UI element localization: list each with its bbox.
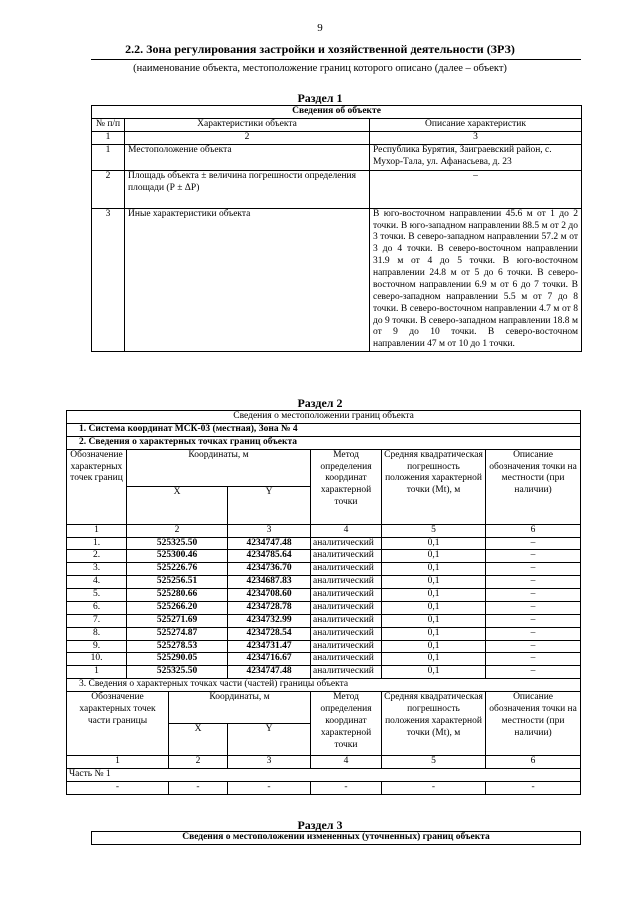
col-num: 2 (125, 131, 370, 144)
point-method: аналитический (311, 563, 382, 576)
col-header-coords: Координаты, м (127, 449, 311, 487)
parts-col-header-y: Y (228, 724, 311, 756)
point-y: 4234747.48 (228, 537, 311, 550)
col-num: 2 (169, 756, 228, 769)
points-body (67, 537, 581, 679)
part-cell: - (169, 781, 228, 794)
coord-system: 1. Система координат МСК-03 (местная), Зона № 4 (67, 423, 581, 436)
point-x: 525300.46 (127, 550, 228, 563)
point-mt: 0,1 (382, 640, 486, 653)
parts-col-header-x: X (169, 724, 228, 756)
point-method: аналитический (311, 589, 382, 602)
point-desc: – (486, 627, 581, 640)
point-y: 4234785.64 (228, 550, 311, 563)
boundary-points-table (66, 410, 581, 795)
object-info-table (91, 105, 582, 352)
col-num: 5 (382, 524, 486, 537)
table-row (92, 144, 582, 170)
point-id: 7. (67, 614, 127, 627)
row-desc: Республика Бурятия, Заиграевский район, с. Мухор-Тала, ул. Афанасьева, д. 23 (370, 144, 582, 170)
point-x: 525325.50 (127, 666, 228, 679)
point-y: 4234731.47 (228, 640, 311, 653)
part-cell: - (311, 781, 382, 794)
col-header-error: Средняя квадратическая погрешность положения характерной точки (Mt), м (382, 449, 486, 524)
point-mt: 0,1 (382, 627, 486, 640)
part-label: Часть № 1 (67, 768, 581, 781)
point-id: 8. (67, 627, 127, 640)
col-num: 4 (311, 756, 382, 769)
table-row (67, 537, 581, 550)
table-row (92, 208, 582, 352)
table-row (67, 653, 581, 666)
row-num: 2 (92, 170, 125, 208)
point-method: аналитический (311, 537, 382, 550)
table-row (67, 666, 581, 679)
point-x: 525278.53 (127, 640, 228, 653)
row-desc: В юго-восточном направлении 45.6 м от 1 до 2 точки. В юго-западном направлении 88.5 м от 2 до 3 точки. В северо-западном направлении 57.2 м от 3 до 4 точки. В северо-восточном направлении 31.9 м от 4 до 5 точки. В юго-восточном направлении 24.8 м от 5 до 6 точки. В северо-восточном направлении 6.9 м от 6 до 7 точки. В северо-западном направлении 5.5 м от 7 до 8 точки. В северо-восточном направлении 4.7 м от 8 до 9 точки. В северо-западном направлении 18.8 м от 9 до 10 точки. В северо-восточном направлении 47 м от 10 до 1 точки. (370, 208, 582, 352)
parts-col-header-designation: Обозначение характерных точек части границы (67, 692, 169, 756)
col-header-num: № п/п (92, 118, 125, 131)
parts-col-header-error: Средняя квадратическая погрешность положения характерной точки (Mt), м (382, 692, 486, 756)
point-id: 9. (67, 640, 127, 653)
point-x: 525274.87 (127, 627, 228, 640)
point-mt: 0,1 (382, 653, 486, 666)
point-method: аналитический (311, 640, 382, 653)
col-num: 1 (67, 524, 127, 537)
section2-heading: Раздел 2 (297, 396, 343, 410)
col-num: 6 (486, 756, 581, 769)
section1-heading: Раздел 1 (297, 91, 343, 105)
object-info-table-title: Сведения об объекте (92, 106, 582, 119)
table-row (67, 550, 581, 563)
table-row (67, 601, 581, 614)
point-x: 525271.69 (127, 614, 228, 627)
row-name: Иные характеристики объекта (125, 208, 370, 352)
col-num: 2 (127, 524, 228, 537)
zone-title-underline (91, 59, 581, 60)
point-y: 4234736.70 (228, 563, 311, 576)
table-row (92, 170, 582, 208)
row-name: Местоположение объекта (125, 144, 370, 170)
row-num: 1 (92, 144, 125, 170)
point-y: 4234728.54 (228, 627, 311, 640)
point-method: аналитический (311, 576, 382, 589)
col-header-method: Метод определения координат характерной точки (311, 449, 382, 524)
col-num: 1 (92, 131, 125, 144)
col-num: 3 (228, 524, 311, 537)
table-row (67, 589, 581, 602)
table-row (67, 781, 581, 794)
point-y: 4234747.48 (228, 666, 311, 679)
parts-col-header-description: Описание обозначения точки на местности (при наличии) (486, 692, 581, 756)
changed-boundaries-table (91, 831, 581, 845)
point-desc: – (486, 589, 581, 602)
part-cell: - (228, 781, 311, 794)
parts-title: 3. Сведения о характерных точках части (частей) границы объекта (67, 679, 581, 692)
point-id: 1. (67, 537, 127, 550)
table-row (67, 640, 581, 653)
col-num: 6 (486, 524, 581, 537)
row-num: 3 (92, 208, 125, 352)
point-method: аналитический (311, 614, 382, 627)
point-mt: 0,1 (382, 589, 486, 602)
changed-boundaries-title: Сведения о местоположении измененных (уточненных) границ объекта (92, 832, 581, 845)
point-desc: – (486, 666, 581, 679)
point-mt: 0,1 (382, 563, 486, 576)
point-mt: 0,1 (382, 614, 486, 627)
point-x: 525266.20 (127, 601, 228, 614)
col-header-description: Описание обозначения точки на местности (при наличии) (486, 449, 581, 524)
col-num: 5 (382, 756, 486, 769)
point-desc: – (486, 614, 581, 627)
point-method: аналитический (311, 666, 382, 679)
point-method: аналитический (311, 550, 382, 563)
parts-col-header-method: Метод определения координат характерной точки (311, 692, 382, 756)
col-num: 1 (67, 756, 169, 769)
point-id: 2. (67, 550, 127, 563)
col-header-designation: Обозначение характерных точек границ (67, 449, 127, 524)
point-method: аналитический (311, 601, 382, 614)
point-y: 4234728.78 (228, 601, 311, 614)
part-cell: - (486, 781, 581, 794)
row-desc: – (370, 170, 582, 208)
point-y: 4234708.60 (228, 589, 311, 602)
table-row (67, 576, 581, 589)
part-cell: - (382, 781, 486, 794)
point-mt: 0,1 (382, 576, 486, 589)
point-desc: – (486, 550, 581, 563)
point-id: 1 (67, 666, 127, 679)
point-desc: – (486, 537, 581, 550)
point-id: 4. (67, 576, 127, 589)
point-x: 525290.05 (127, 653, 228, 666)
col-header-characteristic: Характеристики объекта (125, 118, 370, 131)
point-x: 525256.51 (127, 576, 228, 589)
table-row (67, 563, 581, 576)
row-name: Площадь объекта ± величина погрешности определения площади (Р ± ΔР) (125, 170, 370, 208)
table-row (67, 614, 581, 627)
point-x: 525280.66 (127, 589, 228, 602)
col-header-description: Описание характеристик (370, 118, 582, 131)
point-desc: – (486, 563, 581, 576)
point-desc: – (486, 653, 581, 666)
point-y: 4234732.99 (228, 614, 311, 627)
point-desc: – (486, 576, 581, 589)
col-header-x: X (127, 487, 228, 525)
parts-col-header-coords: Координаты, м (169, 692, 311, 724)
point-mt: 0,1 (382, 601, 486, 614)
point-method: аналитический (311, 627, 382, 640)
point-method: аналитический (311, 653, 382, 666)
boundary-table-title: Сведения о местоположении границ объекта (67, 411, 581, 424)
table-row (67, 627, 581, 640)
point-mt: 0,1 (382, 666, 486, 679)
point-x: 525325.50 (127, 537, 228, 550)
col-num: 4 (311, 524, 382, 537)
point-id: 5. (67, 589, 127, 602)
point-id: 3. (67, 563, 127, 576)
point-y: 4234687.83 (228, 576, 311, 589)
point-id: 6. (67, 601, 127, 614)
part-cell: - (67, 781, 169, 794)
points-title: 2. Сведения о характерных точках границ объекта (67, 436, 581, 449)
section3-heading: Раздел 3 (297, 818, 343, 832)
page-number: 9 (317, 22, 323, 34)
col-num: 3 (370, 131, 582, 144)
col-num: 3 (228, 756, 311, 769)
point-mt: 0,1 (382, 550, 486, 563)
col-header-y: Y (228, 487, 311, 525)
point-desc: – (486, 640, 581, 653)
point-desc: – (486, 601, 581, 614)
zone-subtitle: (наименование объекта, местоположение границ которого описано (далее – объект) (133, 63, 507, 74)
zone-title: 2.2. Зона регулирования застройки и хозяйственной деятельности (ЗРЗ) (125, 42, 515, 56)
point-mt: 0,1 (382, 537, 486, 550)
point-x: 525226.76 (127, 563, 228, 576)
point-y: 4234716.67 (228, 653, 311, 666)
point-id: 10. (67, 653, 127, 666)
